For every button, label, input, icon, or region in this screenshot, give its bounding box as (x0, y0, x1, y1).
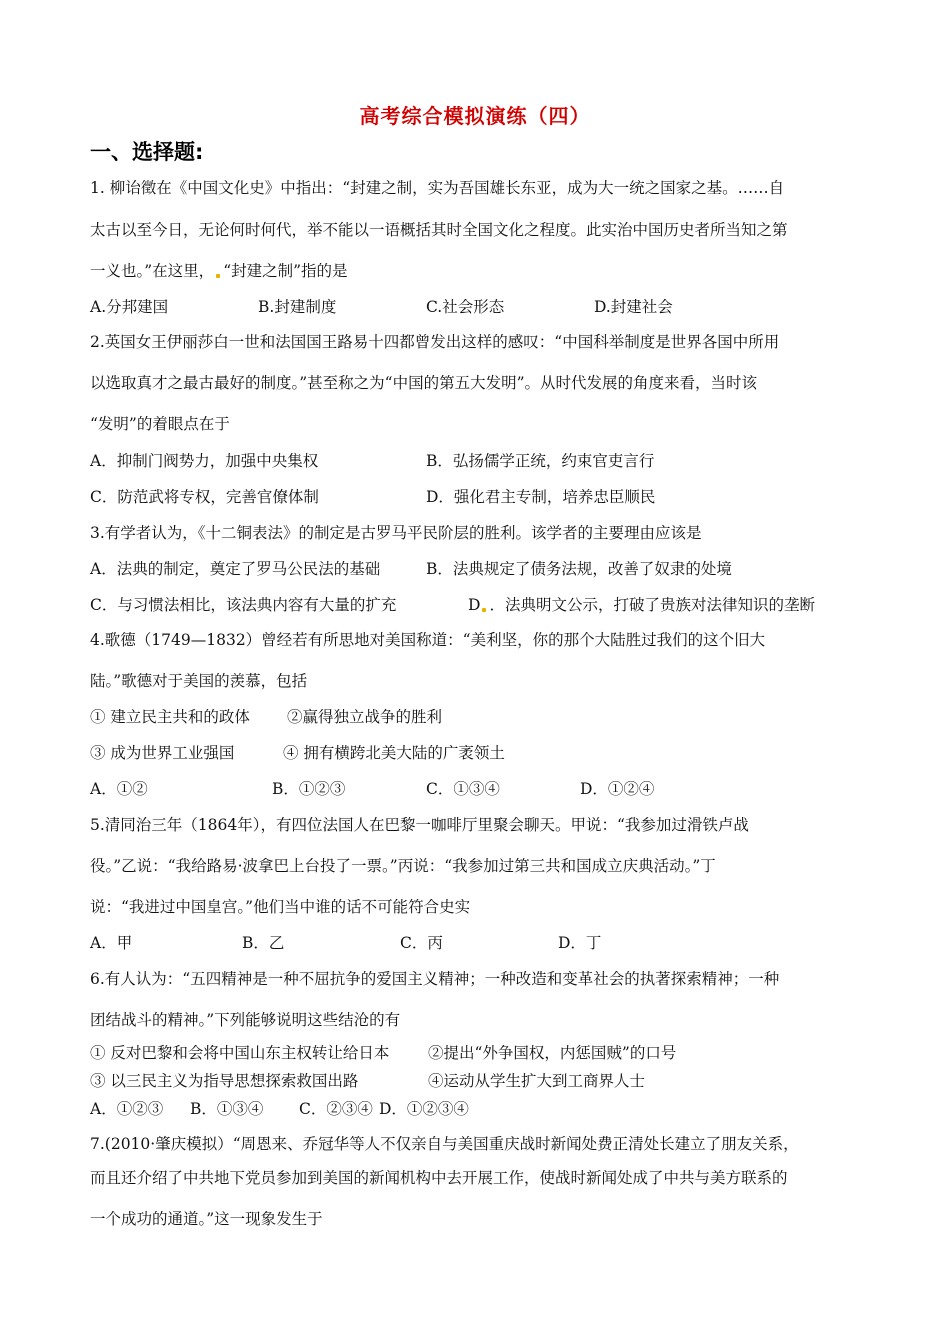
q3-option-c: C．与习惯法相比，该法典内容有大量的扩充 (90, 596, 397, 614)
q4-option-c: C．①③④ (426, 780, 500, 798)
q7-line-1: 7.(2010·肇庆模拟）“周恩来、乔冠华等人不仅亲自与美国重庆战时新闻处费正清处长建立了朋友关系， (90, 1135, 799, 1153)
q6-line-2: 团结战斗的精神。”下列能够说明这些结沧的有 (90, 1011, 401, 1029)
q3-line-1: 3.有学者认为，《十二铜表法》的制定是古罗马平民阶层的胜利。该学者的主要理由应该是 (90, 524, 702, 542)
highlight-mark (216, 274, 220, 278)
highlight-mark (482, 608, 486, 612)
q5-line-2: 役。”乙说：“我给路易·波拿巴上台投了一票。”丙说：“我参加过第三共和国成立庆典活动。”丁 (90, 857, 716, 875)
q6-item-1: ① 反对巴黎和会将中国山东主权转让给日本 (90, 1044, 390, 1062)
q1-line-1: 1. 柳诒徵在《中国文化史》中指出：“封建之制，实为吾国雄长东亚，成为大一统之国家之基。……自 (90, 179, 785, 197)
q2-line-2: 以选取真才之最古最好的制度。”甚至称之为“中国的第五大发明”。从时代发展的角度来看，当时该 (90, 374, 758, 392)
q4-line-1: 4.歌德（1749—1832）曾经若有所思地对美国称道：“美利坚，你的那个大陆胜过我们的这个旧大 (90, 631, 766, 649)
q7-line-2: 而且还介绍了中共地下党员参加到美国的新闻机构中去开展工作，使战时新闻处成了中共与美方联系的 (90, 1169, 788, 1187)
q1-option-b: B.封建制度 (258, 298, 337, 316)
q1-line-2: 太古以至今日，无论何时何代，举不能以一语概括其时全国文化之程度。此实治中国历史者所当知之第 (90, 221, 788, 239)
q2-line-1: 2.英国女王伊丽莎白一世和法国国王路易十四都曾发出这样的感叹：“中国科举制度是世界各国中所用 (90, 333, 780, 351)
q6-option-a: A．①②③ (90, 1100, 164, 1118)
page-title: 高考综合模拟演练（四） (359, 104, 591, 128)
q6-option-c: C．②③④ (299, 1100, 373, 1118)
q3-option-d-letter: D (468, 596, 481, 614)
q3-option-a: A．法典的制定，奠定了罗马公民法的基础 (90, 560, 381, 578)
q6-option-b: B．①③④ (190, 1100, 264, 1118)
q4-option-b: B．①②③ (272, 780, 346, 798)
q6-line-1: 6.有人认为：“五四精神是一种不屈抗争的爱国主义精神；一种改造和变革社会的执著探索精神；一种 (90, 970, 780, 988)
q2-option-a: A．抑制门阀势力，加强中央集权 (90, 452, 319, 470)
q1-line-3b: “封建之制”指的是 (223, 262, 348, 280)
q5-option-b: B．乙 (242, 934, 285, 952)
q1-line-3 (90, 261, 348, 281)
q1-option-c: C.社会形态 (426, 298, 505, 316)
q7-line-3: 一个成功的通道。”这一现象发生于 (90, 1210, 323, 1228)
q5-line-3: 说：“我进过中国皇宫。”他们当中谁的话不可能符合史实 (90, 898, 471, 916)
q3-option-d (468, 595, 815, 615)
q3-option-d-text: ．法典明文公示，打破了贵族对法律知识的垄断 (489, 596, 815, 614)
q1-line-3a: 一义也。”在这里， (90, 262, 215, 280)
section-heading: 一、选择题: (90, 140, 204, 164)
q4-option-a: A．①② (90, 780, 148, 798)
q5-option-a: A．甲 (90, 934, 133, 952)
q6-item-3: ③ 以三民主义为指导思想探索救国出路 (90, 1072, 359, 1090)
q6-option-d: D．①②③④ (379, 1100, 469, 1118)
q5-option-d: D．丁 (558, 934, 602, 952)
q5-line-1: 5.清同治三年（1864年），有四位法国人在巴黎一咖啡厅里聚会聊天。甲说：“我参加过滑铁卢战 (90, 816, 749, 834)
q4-item-3: ③ 成为世界工业强国 (90, 744, 235, 762)
q2-option-d: D．强化君主专制，培养忠臣顺民 (426, 488, 656, 506)
q2-option-c: C．防范武将专权，完善官僚体制 (90, 488, 319, 506)
q2-option-b: B．弘扬儒学正统，约束官吏言行 (426, 452, 655, 470)
q1-option-d: D.封建社会 (594, 298, 673, 316)
q1-option-a: A.分邦建国 (90, 298, 169, 316)
q4-item-1: ① 建立民主共和的政体 (90, 708, 250, 726)
q4-option-d: D．①②④ (580, 780, 655, 798)
q6-item-2: ②提出“外争国权，内惩国贼”的口号 (428, 1044, 677, 1062)
q3-option-b: B．法典规定了债务法规，改善了奴隶的处境 (426, 560, 732, 578)
q2-line-3: “发明”的着眼点在于 (90, 415, 230, 433)
q4-item-2: ②赢得独立战争的胜利 (287, 708, 443, 726)
q6-item-4: ④运动从学生扩大到工商界人士 (428, 1072, 646, 1090)
q4-line-2: 陆。”歌德对于美国的羡慕，包括 (90, 672, 308, 690)
q5-option-c: C．丙 (400, 934, 443, 952)
q4-item-4: ④ 拥有横跨北美大陆的广袤领土 (283, 744, 505, 762)
